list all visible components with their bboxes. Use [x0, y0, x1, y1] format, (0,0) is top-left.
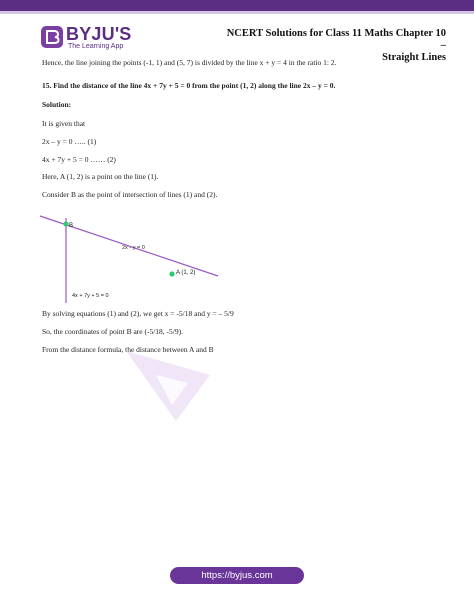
- label-line-2x-y: 2x - y = 0: [122, 245, 145, 251]
- geometry-diagram: [36, 208, 236, 303]
- page-title-line1: NCERT Solutions for Class 11 Maths Chapter 10 –: [226, 28, 446, 51]
- byjus-logo[interactable]: [41, 26, 141, 52]
- given-text: It is given that: [42, 119, 86, 128]
- equation-2: 4x + 7y + 5 = 0 …… (2): [42, 155, 116, 164]
- footer-url-link[interactable]: https://byjus.com: [170, 567, 304, 584]
- here-text: Here, A (1, 2) is a point on the line (1).: [42, 172, 159, 181]
- consider-text: Consider B as the point of intersection of lines (1) and (2).: [42, 190, 218, 199]
- page-title-line2: Straight Lines: [382, 52, 446, 63]
- solution-label: Solution:: [42, 100, 72, 109]
- coords-text: So, the coordinates of point B are (-5/18, -5/9).: [42, 327, 184, 336]
- label-a: A (1, 2): [176, 270, 196, 276]
- label-b: B: [69, 223, 74, 229]
- question-text: 15. Find the distance of the line 4x + 7y + 5 = 0 from the point (1, 2) along the line 2x – y = 0.: [42, 81, 336, 90]
- logo-wordmark: BYJU'S: [66, 24, 132, 44]
- distance-text: From the distance formula, the distance between A and B: [42, 345, 214, 354]
- solving-text: By solving equations (1) and (2), we get x = -5/18 and y = – 5/9: [42, 309, 234, 318]
- point-a: [169, 271, 174, 276]
- intro-text: Hence, the line joining the points (-1, 1) and (5, 7) is divided by the line x + y = 4 in the ratio 1: 2.: [42, 58, 337, 67]
- top-banner: [0, 0, 474, 11]
- watermark-logo: [118, 345, 218, 425]
- label-line-4x-7y: 4x + 7y + 5 = 0: [72, 293, 109, 299]
- equation-1: 2x – y = 0 ….. (1): [42, 137, 97, 146]
- point-b: [63, 221, 68, 226]
- top-banner-stripe: [0, 11, 474, 14]
- logo-tagline: The Learning App: [68, 43, 124, 50]
- logo-icon: [41, 26, 63, 48]
